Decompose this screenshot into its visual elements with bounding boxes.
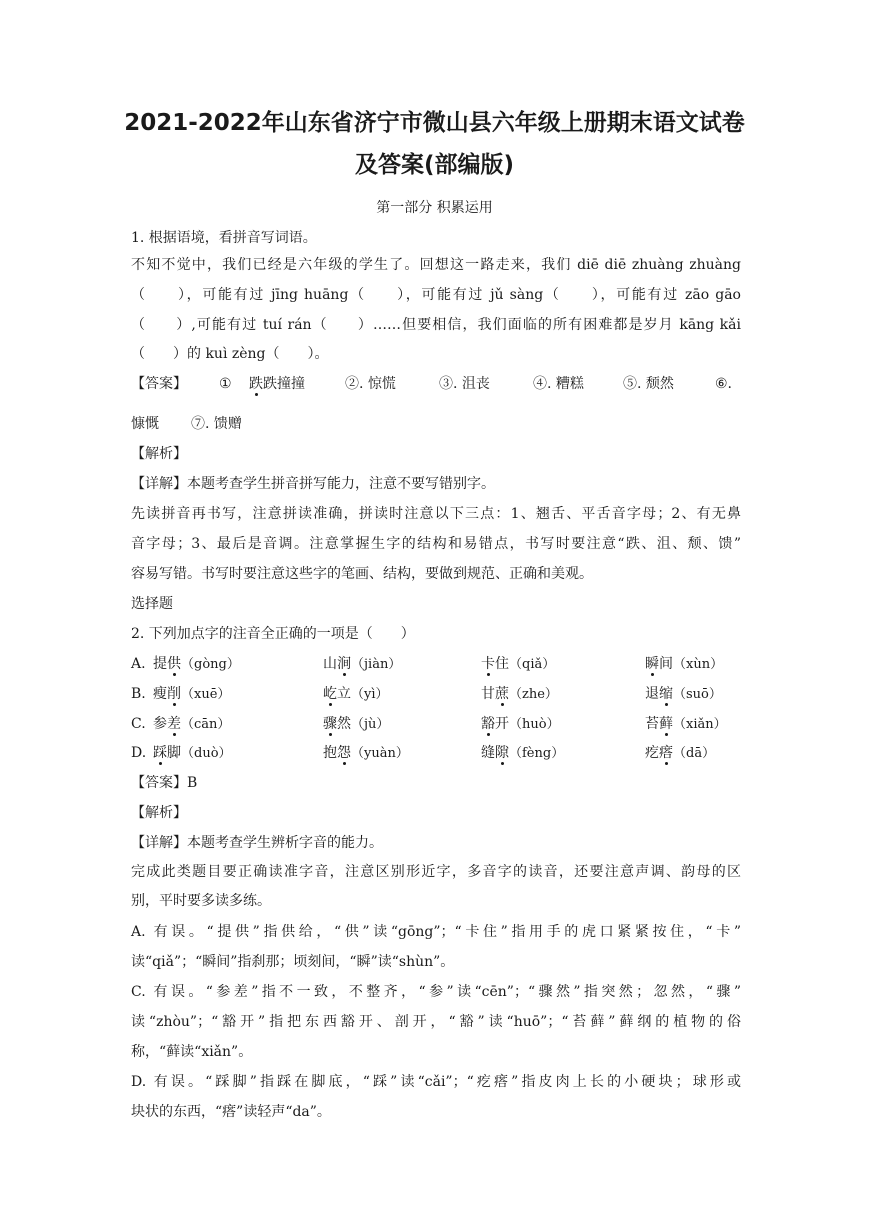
answer-label: 【答案】 — [131, 376, 187, 392]
option-word — [645, 714, 727, 735]
answer-item: ⑤. 颓然 — [623, 376, 674, 392]
option-pinyin: （qiǎ） — [509, 657, 556, 672]
emphasis-char: 瘩 — [659, 745, 673, 761]
option-pinyin: （dā） — [673, 746, 716, 761]
option-pinyin: （fèng） — [509, 746, 565, 761]
option-pinyin: （cān） — [181, 717, 231, 732]
q1-explain-line: 先读拼音再书写，注意拼读准确，拼读时注意以下三点：1、翘舌、平舌音字母；2、有无鼻 — [131, 506, 741, 522]
option-word — [645, 684, 722, 705]
q1-detail: 【详解】本题考查学生拼音拼写能力，注意不要写错别字。 — [131, 476, 495, 492]
option-letter: B. — [131, 686, 146, 702]
q2-explain-line: 读“zhòu”；“豁开”指把东西豁开、剖开，“豁”读“huō”；“苔藓”藓纲的植物的俗 — [131, 1014, 741, 1030]
option-word — [481, 684, 558, 705]
document-title-line-1: 2021-2022年山东省济宁市微山县六年级上册期末语文试卷 — [124, 110, 745, 136]
option-word-char: 开 — [495, 716, 509, 732]
option-word — [323, 684, 389, 705]
option-word-char: 抱 — [323, 745, 337, 761]
answer-item: ②. 惊慌 — [345, 376, 396, 392]
option-word — [481, 714, 560, 735]
q1-explain-line: 容易写错。书写时要注意这些字的笔画、结构，要做到规范、正确和美观。 — [131, 566, 593, 582]
option-word-char: 间 — [659, 656, 673, 672]
option-word — [323, 654, 401, 675]
option-word — [153, 684, 230, 705]
option-pinyin: （jiàn） — [351, 657, 402, 672]
answer-item: ⑥. — [715, 376, 733, 392]
option-letter: A. — [131, 656, 146, 672]
q2-analysis-label: 【解析】 — [131, 805, 187, 821]
answer-item: ③. 沮丧 — [439, 376, 490, 392]
option-word — [481, 743, 564, 764]
q1-explain-line: 音字母；3、最后是音调。注意掌握生字的结构和易错点，书写时要注意“跌、沮、颓、馈” — [131, 536, 741, 552]
option-word-char: 山 — [323, 656, 337, 672]
q2-explain-line: 称，“藓读“xiǎn”。 — [131, 1044, 253, 1060]
emphasis-char: 蔗 — [495, 686, 509, 702]
option-word — [153, 743, 232, 764]
option-word — [323, 743, 409, 764]
emphasis-char: 卡 — [481, 656, 495, 672]
answer-item — [249, 374, 305, 394]
q1-analysis-label: 【解析】 — [131, 446, 187, 462]
q2-answer: 【答案】B — [131, 775, 198, 791]
q1-passage-line: （ ），可能有过 jīng huāng（ ），可能有过 jǔ sàng（ ），可能有过 zāo gāo — [131, 287, 741, 303]
option-pinyin: （zhe） — [509, 687, 558, 702]
option-pinyin: （huò） — [509, 717, 560, 732]
option-word — [481, 654, 555, 675]
q2-stem: 2. 下列加点字的注音全正确的一项是（ ） — [131, 626, 415, 642]
option-word-char: 住 — [495, 656, 509, 672]
q2-explain-line: 读“qiǎ”；“瞬间”指刹那；顷刻间，“瞬”读“shùn”。 — [131, 954, 455, 970]
q1-passage-line: （ ）的 kuì zèng（ ）。 — [131, 346, 329, 362]
answer-item: ④. 糟糕 — [533, 376, 584, 392]
option-pinyin: （xùn） — [673, 657, 724, 672]
q2-explain-line: 别，平时要多读多练。 — [131, 893, 271, 909]
option-pinyin: （yuàn） — [351, 746, 409, 761]
emphasis-char: 瞬 — [645, 656, 659, 672]
section-label: 选择题 — [131, 596, 173, 612]
q2-explain-line: 块状的东西，“瘩”读轻声“da”。 — [131, 1104, 331, 1120]
section-heading: 第一部分 积累运用 — [376, 200, 493, 216]
emphasis-char: 踩 — [153, 745, 167, 761]
option-word — [153, 714, 230, 735]
q2-explain-line: D. 有误。“踩脚”指踩在脚底，“踩”读“cǎi”；“疙瘩”指皮肉上长的小硬块；球形或 — [131, 1074, 741, 1090]
emphasis-char: 涧 — [337, 656, 351, 672]
answer-item: 慷慨 — [131, 416, 159, 432]
option-word — [323, 714, 389, 735]
answer-item: ① — [219, 376, 232, 392]
emphasis-char: 削 — [167, 686, 181, 702]
option-word-char: 疙 — [645, 745, 659, 761]
option-letter: C. — [131, 716, 146, 732]
emphasis-char: 豁 — [481, 716, 495, 732]
option-word — [645, 743, 715, 764]
option-word-char: 提 — [153, 656, 167, 672]
option-word-char: 瘦 — [153, 686, 167, 702]
answer-item-rest: 跌撞撞 — [263, 376, 305, 392]
q1-stem: 1. 根据语境，看拼音写词语。 — [131, 230, 317, 246]
option-word-char: 苔 — [645, 716, 659, 732]
emphasis-char: 隙 — [495, 745, 509, 761]
option-word-char: 然 — [337, 716, 351, 732]
option-word — [153, 654, 240, 675]
emphasis-char: 跌 — [249, 376, 263, 392]
emphasis-char: 供 — [167, 656, 181, 672]
emphasis-char: 差 — [167, 716, 181, 732]
option-letter: D. — [131, 745, 147, 761]
emphasis-char: 骤 — [323, 716, 337, 732]
q2-detail: 【详解】本题考查学生辨析字音的能力。 — [131, 835, 383, 851]
option-pinyin: （suō） — [673, 687, 722, 702]
q2-explain-line: 完成此类题目要正确读准字音，注意区别形近字，多音字的读音，还要注意声调、韵母的区 — [131, 864, 741, 880]
option-pinyin: （duò） — [181, 746, 232, 761]
q1-passage-line: （ ）,可能有过 tuí rán（ ）……但要相信，我们面临的所有困难都是岁月 kāng kǎi — [131, 317, 741, 333]
option-pinyin: （yì） — [351, 687, 389, 702]
option-word — [645, 654, 723, 675]
emphasis-char: 缩 — [659, 686, 673, 702]
option-word-char: 退 — [645, 686, 659, 702]
option-word-char: 脚 — [167, 745, 181, 761]
option-pinyin: （xuē） — [181, 687, 231, 702]
option-pinyin: （xiǎn） — [673, 717, 727, 732]
option-word-char: 甘 — [481, 686, 495, 702]
q2-explain-line: A. 有误。“提供”指供给，“供”读“gōng”；“卡住”指用手的虎口紧紧按住，“卡” — [131, 924, 741, 940]
emphasis-char: 怨 — [337, 745, 351, 761]
q1-passage-line: 不知不觉中，我们已经是六年级的学生了。回想这一路走来，我们 diē diē zhuàng zhuàng — [131, 257, 741, 273]
answer-item: ⑦. 馈赠 — [191, 416, 242, 432]
emphasis-char: 屹 — [323, 686, 337, 702]
option-pinyin: （jù） — [351, 717, 390, 732]
emphasis-char: 藓 — [659, 716, 673, 732]
option-word-char: 参 — [153, 716, 167, 732]
q2-explain-line: C. 有误。“参差”指不一致，不整齐，“参”读“cēn”；“骤然”指突然；忽然，“骤” — [131, 984, 741, 1000]
document-title-line-2: 及答案(部编版) — [354, 152, 515, 178]
option-word-char: 缝 — [481, 745, 495, 761]
option-word-char: 立 — [337, 686, 351, 702]
option-pinyin: （gòng） — [181, 657, 240, 672]
